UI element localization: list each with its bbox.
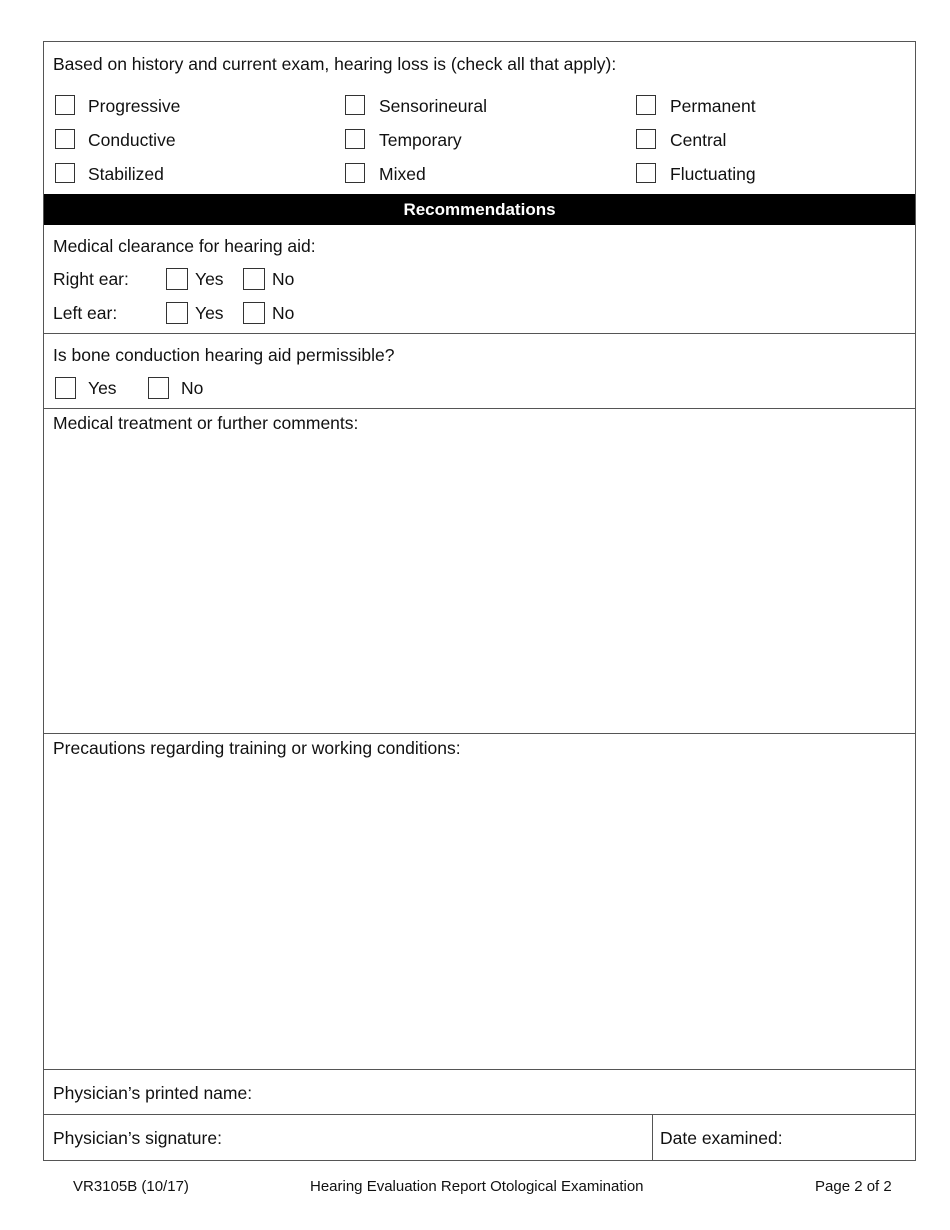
recommendations-header: Recommendations bbox=[44, 194, 915, 225]
checkbox-stabilized[interactable] bbox=[55, 163, 75, 183]
label-fluctuating: Fluctuating bbox=[670, 164, 756, 184]
signature-label: Physician’s signature: bbox=[53, 1128, 222, 1148]
form-id: VR3105B (10/17) bbox=[73, 1178, 189, 1195]
checkbox-right-ear-yes[interactable] bbox=[166, 268, 188, 290]
checkbox-temporary[interactable] bbox=[345, 129, 365, 149]
hearing-loss-section bbox=[44, 42, 915, 194]
date-examined-field[interactable] bbox=[653, 1115, 915, 1160]
printed-name-label: Physician’s printed name: bbox=[53, 1083, 253, 1103]
label-conductive: Conductive bbox=[88, 130, 176, 150]
hearing-loss-question: Based on history and current exam, hearing loss is (check all that apply): bbox=[53, 54, 617, 74]
label-mixed: Mixed bbox=[379, 164, 426, 184]
label-temporary: Temporary bbox=[379, 130, 462, 150]
checkbox-sensorineural[interactable] bbox=[345, 95, 365, 115]
comments-label: Medical treatment or further comments: bbox=[53, 413, 359, 433]
bone-conduction-section bbox=[44, 334, 915, 409]
right-ear-label: Right ear: bbox=[53, 269, 129, 289]
label-sensorineural: Sensorineural bbox=[379, 96, 487, 116]
label-left-ear-yes: Yes bbox=[195, 303, 224, 323]
checkbox-bone-conduction-no[interactable] bbox=[148, 377, 169, 399]
page-number: Page 2 of 2 bbox=[815, 1178, 892, 1195]
label-left-ear-no: No bbox=[272, 303, 295, 323]
checkbox-right-ear-no[interactable] bbox=[243, 268, 265, 290]
checkbox-bone-conduction-yes[interactable] bbox=[55, 377, 76, 399]
label-progressive: Progressive bbox=[88, 96, 181, 116]
form-title: Hearing Evaluation Report Otological Examination bbox=[310, 1178, 644, 1195]
label-right-ear-no: No bbox=[272, 269, 295, 289]
left-ear-label: Left ear: bbox=[53, 303, 118, 323]
label-stabilized: Stabilized bbox=[88, 164, 164, 184]
checkbox-permanent[interactable] bbox=[636, 95, 656, 115]
precautions-label: Precautions regarding training or working conditions: bbox=[53, 738, 461, 758]
signature-row bbox=[44, 1115, 915, 1160]
checkbox-fluctuating[interactable] bbox=[636, 163, 656, 183]
comments-section[interactable] bbox=[44, 409, 915, 734]
clearance-label: Medical clearance for hearing aid: bbox=[53, 236, 316, 256]
printed-name-section[interactable] bbox=[44, 1070, 915, 1115]
signature-field[interactable] bbox=[44, 1115, 653, 1160]
label-central: Central bbox=[670, 130, 727, 150]
hearing-evaluation-form bbox=[43, 41, 916, 1161]
bone-conduction-question: Is bone conduction hearing aid permissible? bbox=[53, 345, 395, 365]
label-right-ear-yes: Yes bbox=[195, 269, 224, 289]
checkbox-mixed[interactable] bbox=[345, 163, 365, 183]
checkbox-left-ear-no[interactable] bbox=[243, 302, 265, 324]
checkbox-left-ear-yes[interactable] bbox=[166, 302, 188, 324]
checkbox-central[interactable] bbox=[636, 129, 656, 149]
medical-clearance-section bbox=[44, 225, 915, 334]
checkbox-progressive[interactable] bbox=[55, 95, 75, 115]
precautions-section[interactable] bbox=[44, 734, 915, 1070]
date-examined-label: Date examined: bbox=[660, 1128, 783, 1148]
label-bone-conduction-no: No bbox=[181, 378, 204, 398]
checkbox-conductive[interactable] bbox=[55, 129, 75, 149]
label-bone-conduction-yes: Yes bbox=[88, 378, 117, 398]
label-permanent: Permanent bbox=[670, 96, 756, 116]
